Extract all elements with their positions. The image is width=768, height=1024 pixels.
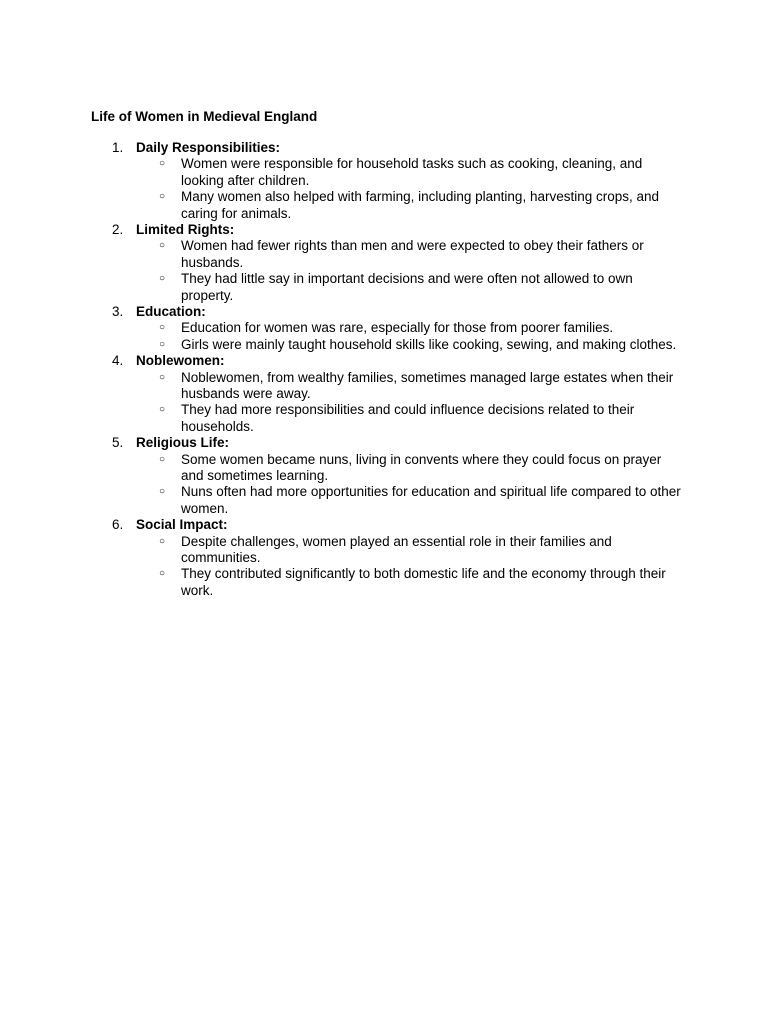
hollow-circle-bullet-icon: ○ xyxy=(159,453,166,465)
numbered-list xyxy=(0,140,768,599)
list-item xyxy=(0,271,768,304)
hollow-circle-bullet-icon: ○ xyxy=(159,535,166,547)
list-section-religious-life xyxy=(0,435,768,517)
bullet-text: Despite challenges, women played an essential role in their families and communities. xyxy=(181,533,612,566)
section-header xyxy=(0,140,768,156)
list-item xyxy=(0,370,768,403)
hollow-circle-bullet-icon: ○ xyxy=(159,240,166,252)
list-section-noblewomen xyxy=(0,353,768,435)
bullet-text: Nuns often had more opportunities for education and spiritual life compared to other women. xyxy=(181,484,681,516)
hollow-circle-bullet-icon: ○ xyxy=(159,404,166,416)
hollow-circle-bullet-icon: ○ xyxy=(159,568,166,580)
bullet-text: They contributed significantly to both domestic life and the economy through their work. xyxy=(181,566,666,598)
section-heading: Limited Rights: xyxy=(136,222,235,238)
list-item xyxy=(0,402,768,435)
bullet-text: They had more responsibilities and could influence decisions related to their households. xyxy=(181,402,635,434)
bullet-text: Some women became nuns, living in convents where they could focus on prayer and sometimes learning. xyxy=(181,451,662,484)
list-section-social-impact xyxy=(0,517,768,599)
section-number: 4. xyxy=(112,353,124,369)
hollow-circle-bullet-icon: ○ xyxy=(159,322,166,334)
section-header xyxy=(0,353,768,369)
hollow-circle-bullet-icon: ○ xyxy=(159,371,166,383)
bullet-text: Noblewomen, from wealthy families, sometimes managed large estates when their husbands were away. xyxy=(181,369,674,402)
list-item xyxy=(0,452,768,485)
section-header xyxy=(0,304,768,320)
section-header xyxy=(0,222,768,238)
bullet-list xyxy=(0,320,768,353)
bullet-list xyxy=(0,238,768,304)
list-section-education xyxy=(0,304,768,353)
list-section-daily-responsibilities xyxy=(0,140,768,222)
section-number: 5. xyxy=(112,435,124,451)
list-item xyxy=(0,337,768,353)
section-heading: Religious Life: xyxy=(136,435,230,451)
list-item xyxy=(0,189,768,222)
bullet-list xyxy=(0,156,768,222)
section-number: 6. xyxy=(112,517,124,533)
hollow-circle-bullet-icon: ○ xyxy=(159,486,166,498)
document-title: Life of Women in Medieval England xyxy=(91,109,318,124)
list-item xyxy=(0,238,768,271)
hollow-circle-bullet-icon: ○ xyxy=(159,338,166,350)
section-number: 3. xyxy=(112,304,124,320)
list-item xyxy=(0,566,768,599)
bullet-text: They had little say in important decisions and were often not allowed to own property. xyxy=(181,271,633,303)
list-section-limited-rights xyxy=(0,222,768,304)
bullet-text: Girls were mainly taught household skills like cooking, sewing, and making clothes. xyxy=(181,336,677,352)
section-heading: Daily Responsibilities: xyxy=(136,140,281,155)
bullet-text: Women were responsible for household tasks such as cooking, cleaning, and looking after children. xyxy=(181,156,643,188)
bullet-list xyxy=(0,534,768,600)
bullet-list xyxy=(0,370,768,436)
section-heading: Noblewomen: xyxy=(136,353,225,369)
hollow-circle-bullet-icon: ○ xyxy=(159,158,166,170)
section-header xyxy=(0,517,768,533)
bullet-list xyxy=(0,452,768,518)
section-heading: Social Impact: xyxy=(136,517,228,533)
bullet-text: Women had fewer rights than men and were expected to obey their fathers or husbands. xyxy=(181,238,644,270)
section-heading: Education: xyxy=(136,304,206,320)
section-number: 2. xyxy=(112,222,124,238)
list-item xyxy=(0,156,768,189)
section-number: 1. xyxy=(112,140,124,155)
hollow-circle-bullet-icon: ○ xyxy=(159,191,166,203)
bullet-text: Many women also helped with farming, including planting, harvesting crops, and caring for animals. xyxy=(181,189,660,221)
list-item xyxy=(0,534,768,567)
hollow-circle-bullet-icon: ○ xyxy=(159,273,166,285)
section-header xyxy=(0,435,768,451)
list-item xyxy=(0,320,768,336)
bullet-text: Education for women was rare, especially for those from poorer families. xyxy=(181,320,614,336)
list-item xyxy=(0,484,768,517)
